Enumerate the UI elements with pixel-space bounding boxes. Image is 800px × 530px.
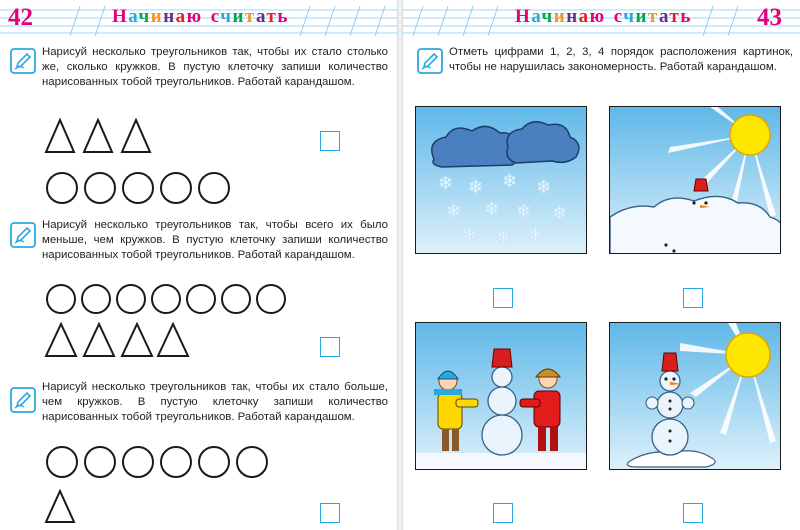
svg-text:❄: ❄ [468, 177, 484, 198]
task-1-triangles [44, 116, 174, 156]
task-3-text: Нарисуй несколько треугольников так, чтобы их стало больше, чем кружков. В пустую клеточку запиши количество нарисованных тобой треугольников. Работай карандашом. [42, 381, 388, 423]
svg-text:❄: ❄ [462, 225, 478, 246]
svg-text:❄: ❄ [502, 171, 518, 192]
task-2-answer-box[interactable] [320, 337, 340, 357]
circle [123, 173, 153, 203]
svg-text:❄: ❄ [484, 199, 500, 220]
pencil-icon [10, 222, 36, 248]
picture-clouds-snowfall [415, 106, 587, 254]
snowball [482, 415, 522, 455]
circle [123, 447, 153, 477]
circle [47, 285, 75, 313]
svg-text:❄: ❄ [552, 203, 568, 224]
triangle [46, 491, 74, 522]
svg-text:❄: ❄ [528, 225, 544, 246]
picture-2-answer-box[interactable] [683, 288, 703, 308]
triangle [46, 120, 74, 152]
pencil-icon [417, 48, 443, 74]
triangle [122, 324, 152, 356]
svg-text:❄: ❄ [536, 177, 552, 198]
svg-text:❄: ❄ [516, 201, 532, 222]
task-2-triangles [44, 320, 204, 360]
task-1-circles [44, 170, 244, 210]
picture-3-answer-box[interactable] [493, 503, 513, 523]
picture-4-answer-box[interactable] [683, 503, 703, 523]
circle [161, 173, 191, 203]
title-word-1: Начинаю [515, 6, 606, 27]
snowball [488, 387, 516, 415]
page-title [515, 6, 700, 28]
picture-children-building-snowman [415, 322, 587, 470]
task-3-circles [44, 444, 284, 482]
svg-text:❄: ❄ [496, 227, 512, 248]
svg-text:❄: ❄ [446, 201, 462, 222]
right-page [403, 0, 800, 530]
circle [117, 285, 145, 313]
picture-1-answer-box[interactable] [493, 288, 513, 308]
circle [47, 173, 77, 203]
page-number: 42 [8, 4, 33, 31]
triangle [84, 120, 112, 152]
circle [82, 285, 110, 313]
triangle [84, 324, 114, 356]
bucket [662, 353, 678, 371]
pencil-icon [10, 387, 36, 413]
circle [237, 447, 267, 477]
task-text: Отметь цифрами 1, 2, 3, 4 порядок расположения картинок, чтобы не нарушилась закономерность. Работай карандашом. [449, 46, 793, 73]
left-page [0, 0, 397, 530]
task-3-triangles [44, 488, 84, 526]
bucket [492, 349, 512, 367]
snowball [657, 392, 683, 418]
circle [85, 447, 115, 477]
svg-text:❄: ❄ [438, 173, 454, 194]
circle [199, 447, 229, 477]
task-3-answer-box[interactable] [320, 503, 340, 523]
page-title [112, 6, 297, 28]
sun [730, 115, 770, 155]
task-2-circles [44, 282, 294, 318]
triangle [46, 324, 76, 356]
circle [187, 285, 215, 313]
triangle [158, 324, 188, 356]
sun [726, 333, 770, 377]
circle [257, 285, 285, 313]
task-1-answer-box[interactable] [320, 131, 340, 151]
pencil-icon [10, 48, 36, 74]
circle [222, 285, 250, 313]
task-1-text: Нарисуй несколько треугольников так, чтобы их стало столько же, сколько кружков. В пустую клеточку запиши количество нарисованных тобой треугольников. Работай карандашом. [42, 46, 388, 88]
title-word-2: считать [210, 6, 289, 27]
title-word-1: Начинаю [112, 6, 203, 27]
picture-melting-snowman [609, 322, 781, 470]
picture-sun-snowdrift [609, 106, 781, 254]
title-word-2: считать [613, 6, 692, 27]
circle [161, 447, 191, 477]
circle [47, 447, 77, 477]
circle [152, 285, 180, 313]
task-2-text: Нарисуй несколько треугольников так, чтобы всего их было меньше, чем кружков. В пустую клеточку запиши количество нарисованных тобой треугольников. Работай карандашом. [42, 219, 388, 261]
snowball [652, 419, 688, 455]
snowball [660, 371, 680, 391]
circle [199, 173, 229, 203]
triangle [122, 120, 150, 152]
snowball [492, 367, 512, 387]
bucket [694, 179, 708, 191]
page-number: 43 [757, 4, 782, 31]
circle [85, 173, 115, 203]
